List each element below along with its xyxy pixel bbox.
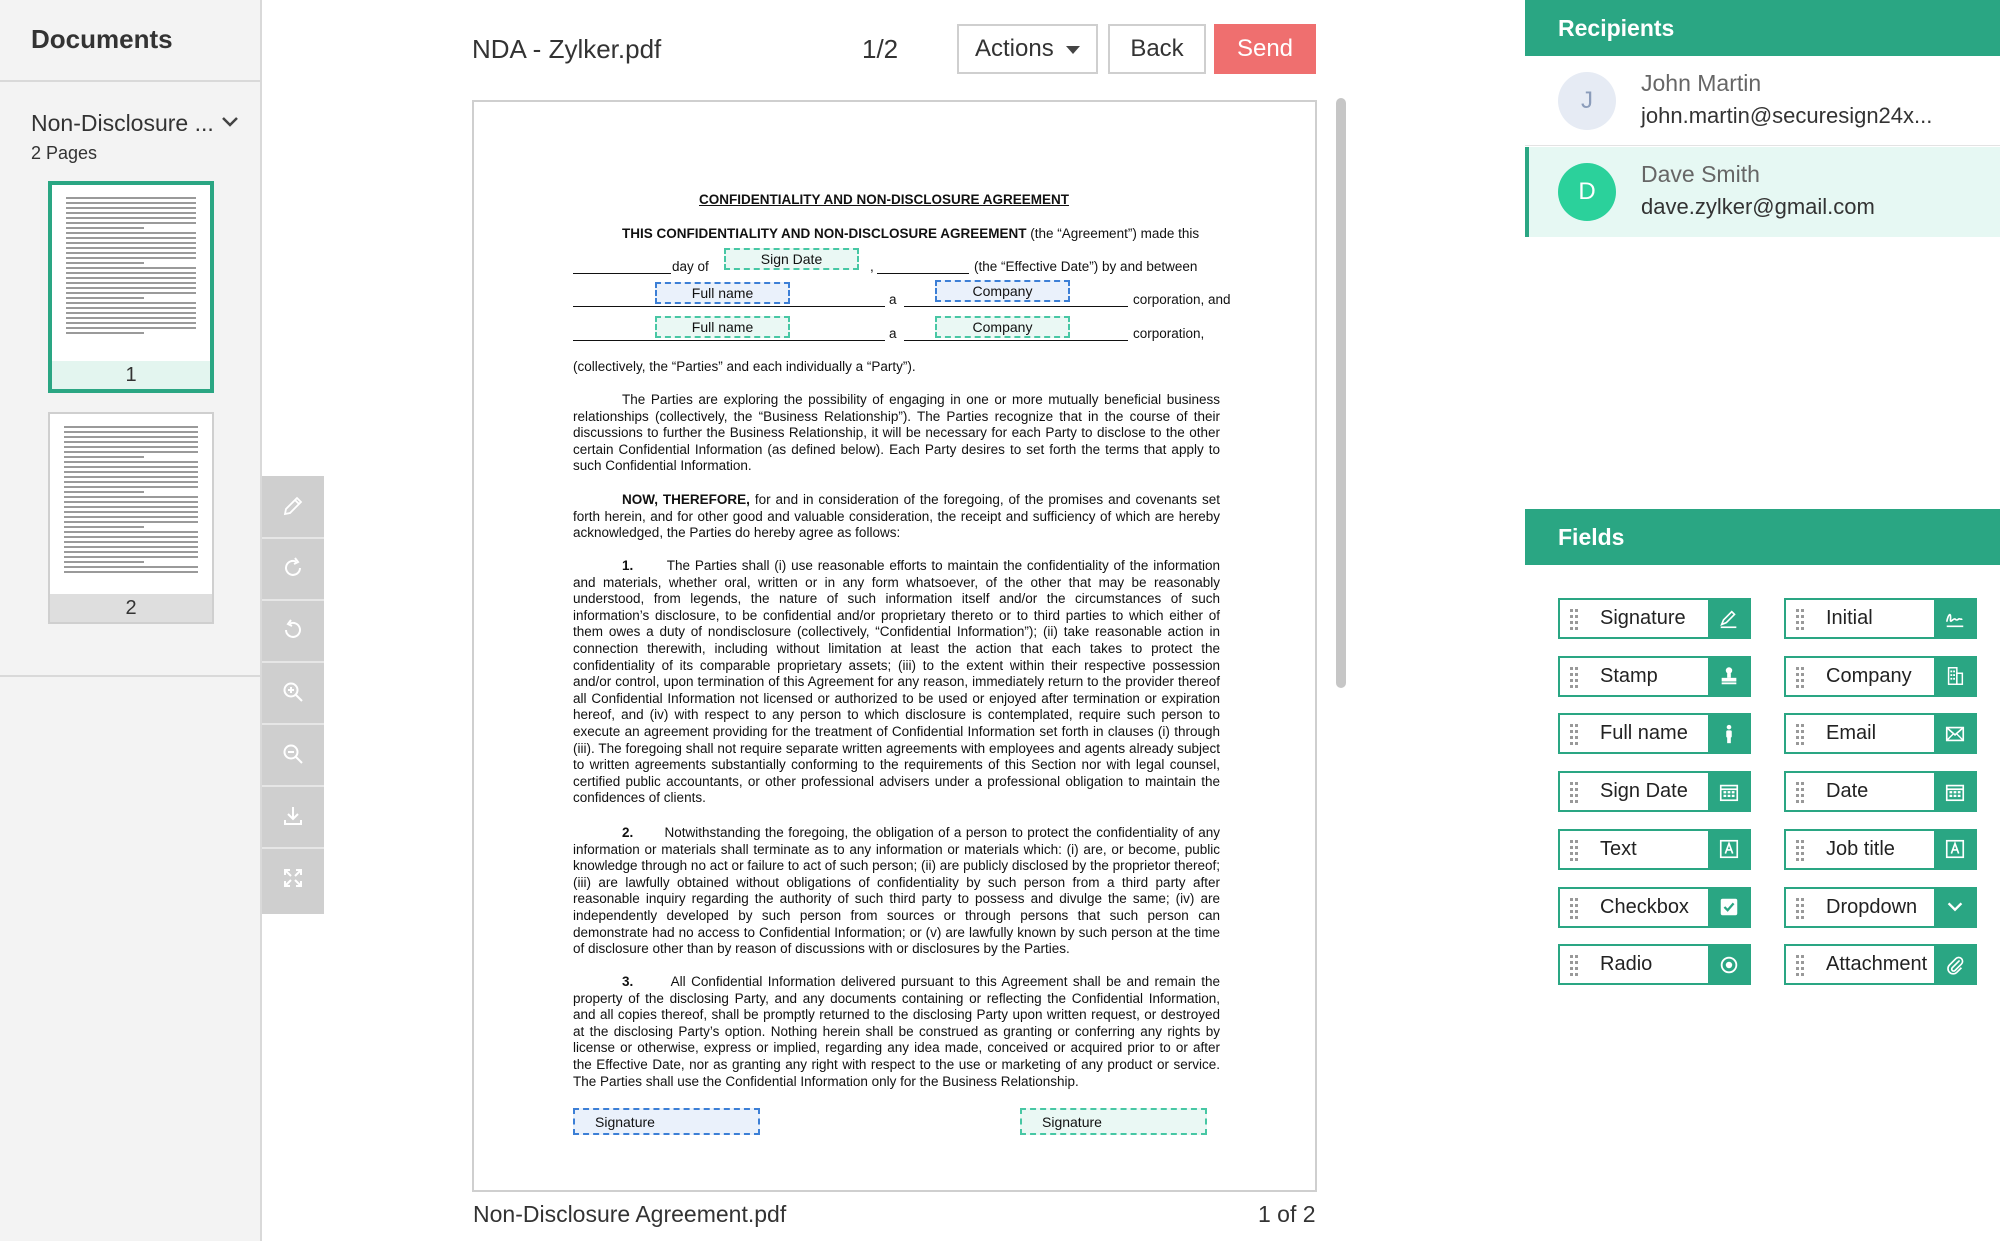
right-panel — [1525, 0, 2000, 1241]
thumbnail-text-line — [64, 561, 144, 563]
page-thumbnail-1[interactable] — [48, 181, 214, 393]
document-page[interactable] — [472, 100, 1317, 1192]
rotate-counterclockwise-icon[interactable] — [262, 600, 324, 660]
checkbox-icon — [1708, 889, 1749, 926]
field-tool-label: Company — [1826, 664, 1912, 687]
thumbnail-text-line — [64, 486, 198, 488]
thumbnail-text-line — [64, 466, 198, 468]
stamp-icon — [1708, 658, 1749, 695]
day-of-text: day of — [672, 259, 709, 274]
blank-line — [573, 273, 671, 274]
calendar-icon — [1708, 773, 1749, 810]
document-selector-label[interactable]: Non-Disclosure ... — [31, 110, 214, 136]
signature-field[interactable]: Signature — [1020, 1108, 1207, 1135]
thumbnail-text-line — [66, 242, 196, 244]
drag-handle-icon[interactable] — [1570, 955, 1578, 975]
corporation-text: corporation, — [1133, 326, 1205, 341]
thumbnail-page-number: 1 — [52, 361, 210, 389]
field-tool-label: Radio — [1600, 953, 1653, 976]
section-1 — [573, 558, 1220, 807]
intro-rest: (the “Agreement”) made this — [1030, 226, 1200, 241]
thumbnail-page-number: 2 — [50, 594, 212, 622]
field-tool-label: Attachment — [1826, 953, 1928, 976]
field-tool-sign-date[interactable] — [1558, 771, 1751, 812]
documents-sidebar — [0, 0, 262, 1241]
thumbnail-text-line — [66, 272, 196, 274]
recipient-email: dave.zylker@gmail.com — [1641, 194, 1875, 219]
drag-handle-icon[interactable] — [1796, 667, 1804, 687]
collectively-text: (collectively, the “Parties” and each individually a “Party”). — [573, 359, 916, 374]
rotate-clockwise-icon[interactable] — [262, 538, 324, 598]
thumbnail-text-line — [66, 227, 144, 229]
field-tool-checkbox[interactable] — [1558, 887, 1751, 928]
intro-line — [622, 226, 1199, 243]
pen-icon — [1708, 600, 1749, 637]
page-indicator: 1/2 — [862, 34, 899, 64]
thumbnail-text-line — [64, 511, 198, 513]
thumbnail-text-line — [64, 461, 198, 463]
thumbnail-text-line — [64, 456, 144, 458]
drag-handle-icon[interactable] — [1796, 955, 1804, 975]
drag-handle-icon[interactable] — [1570, 840, 1578, 860]
thumbnail-text-line — [66, 262, 144, 264]
field-tool-label: Full name — [1600, 722, 1688, 745]
page-thumbnail-2[interactable] — [48, 412, 214, 624]
recipient-name: Dave Smith — [1641, 161, 1760, 187]
thumbnail-text-line — [66, 197, 196, 199]
divider — [0, 80, 260, 82]
drag-handle-icon[interactable] — [1796, 724, 1804, 744]
thumbnail-text-line — [64, 451, 198, 453]
company-field[interactable]: Company — [935, 316, 1070, 338]
agreement-heading: CONFIDENTIALITY AND NON-DISCLOSURE AGREEMENT — [699, 192, 1070, 207]
paperclip-icon — [1934, 946, 1975, 983]
thumbnail-text-line — [66, 277, 196, 279]
paragraph-exploring: The Parties are exploring the possibility of engaging in one or more mutually beneficial business relationships (collectively, the “Business Relationship”). The Parties recognize that in the course of their discussions to further the Business Relationship, it will be necessary for each Party to disclose to the other certain Confidential Information (as defined below). Each Party desires to set forth the terms that apply to such Confidential Information. — [573, 392, 1220, 474]
thumbnail-text-line — [64, 521, 198, 523]
thumbnail-text-line — [66, 222, 196, 224]
thumbnail-text-line — [66, 307, 196, 309]
field-tool-label: Text — [1600, 837, 1637, 860]
thumbnail-text-line — [64, 436, 198, 438]
thumbnail-text-line — [66, 302, 196, 304]
field-tool-email[interactable] — [1784, 713, 1977, 754]
thumbnail-text-line — [66, 292, 196, 294]
file-title: NDA - Zylker.pdf — [472, 34, 662, 64]
fullscreen-icon[interactable] — [262, 848, 324, 908]
pencil-icon[interactable] — [262, 476, 324, 536]
drag-handle-icon[interactable] — [1796, 840, 1804, 860]
field-tool-dropdown[interactable] — [1784, 887, 1977, 928]
thumbnail-text-line — [66, 257, 196, 259]
person-icon — [1708, 715, 1749, 752]
intro-bold: THIS CONFIDENTIALITY AND NON-DISCLOSURE AGREEMENT — [622, 226, 1027, 241]
zoom-in-icon[interactable] — [262, 662, 324, 722]
field-tool-label: Dropdown — [1826, 895, 1918, 918]
thumbnail-text-line — [64, 531, 198, 533]
thumbnail-text-line — [66, 317, 196, 319]
thumbnail-text-line — [66, 332, 144, 334]
thumbnail-text-line — [64, 566, 198, 568]
blank-line — [904, 306, 1128, 307]
drag-handle-icon[interactable] — [1570, 782, 1578, 802]
footer-page-count: 1 of 2 — [1258, 1201, 1316, 1227]
section-2-text: Notwithstanding the foregoing, the obligation of a person to protect the confidentiality of any information or materials shall terminate as to any information or materials which: (i) are, or become, public knowledge through no act or failure to act of such person; (ii) are publicly disclosed by the proprietor thereof; (iii) are lawfully obtained without obligations of confidentiality by such person from a third party after reasonable inquiry regarding the authority of such third party to possess and divulge the same; (iv) are independently developed by such person from sources or through persons that such person can demonstrate had no access to Confidential Information; or (v) are lawfully known by such person at the time of disclosure other than by reason of discussions with or disclosures by the Parties. — [573, 825, 1220, 957]
avatar: J — [1558, 72, 1616, 130]
text-box-icon — [1708, 831, 1749, 868]
thumbnail-text-line — [64, 526, 144, 528]
blank-line — [573, 306, 885, 307]
fields-header: Fields — [1525, 509, 2000, 565]
field-tool-radio[interactable] — [1558, 944, 1751, 985]
field-tool-text[interactable] — [1558, 829, 1751, 870]
field-tool-company[interactable] — [1784, 656, 1977, 697]
thumbnail-text-line — [64, 571, 198, 573]
field-tool-label: Checkbox — [1600, 895, 1689, 918]
thumbnail-text-line — [66, 237, 196, 239]
now-therefore-bold: NOW, THEREFORE, — [622, 492, 750, 507]
full-name-field[interactable]: Full name — [655, 316, 790, 338]
drag-handle-icon[interactable] — [1570, 609, 1578, 629]
sign-date-field[interactable]: Sign Date — [724, 248, 859, 270]
sidebar-title: Documents — [31, 24, 173, 54]
thumbnail-text-line — [66, 312, 196, 314]
thumbnail-text-line — [64, 476, 198, 478]
thumbnail-text-line — [66, 327, 196, 329]
building-icon — [1934, 658, 1975, 695]
thumbnail-text-line — [66, 217, 196, 219]
thumbnail-text-line — [64, 556, 198, 558]
recipient-email: john.martin@securesign24x... — [1641, 103, 1933, 128]
effective-date-text: (the “Effective Date”) by and between — [974, 259, 1198, 274]
section-1-number: 1. — [622, 558, 634, 573]
thumbnail-preview — [64, 426, 198, 592]
thumbnail-text-line — [66, 322, 196, 324]
drag-handle-icon[interactable] — [1796, 609, 1804, 629]
document-toolbar — [262, 476, 324, 914]
a-text: a — [889, 292, 897, 307]
signature-field[interactable]: Signature — [573, 1108, 760, 1135]
thumbnail-text-line — [66, 232, 196, 234]
chevron-down-icon[interactable] — [220, 112, 240, 132]
thumbnail-text-line — [66, 202, 196, 204]
field-tool-label: Email — [1826, 722, 1877, 745]
drag-handle-icon[interactable] — [1796, 782, 1804, 802]
field-tool-stamp[interactable] — [1558, 656, 1751, 697]
company-field[interactable]: Company — [935, 280, 1070, 302]
section-1-text: The Parties shall (i) use reasonable efforts to maintain the confidentiality of the information and materials, whether oral, written or in any form whatsoever, of the other that may be reasonably understood, from legends, the nature of such information itself and/or the circumstances of such information’s disclosure, to be confidential and/or proprietary thereto or to third parties to which either of them owes a duty of nondisclosure (collectively, “Confidential Information”); (ii) take reasonable action in connection therewith, including without limitation at least the action that each takes to protect the confidentiality of its comparable proprietary assets; (iii) to the extent within their respective possession and/or control, upon termination of this Agreement for any reason, immediately return to the provider thereof all Confidential Information not licensed or authorized to be used or enjoyed after termination or expiration hereof, and (iv) with respect to any person to which disclosure is contemplated, require such person to execute an agreement providing for the treatment of Confidential Information set forth in clauses (i) through (iii). The foregoing shall not require separate written agreements with employees and agents already subject to written agreements substantially conforming to the requirements of this Section nor with legal counsel, certified public accountants, or other professional advisers under a professional obligation to maintain the confidences of clients. — [573, 558, 1220, 806]
text-box-icon — [1934, 831, 1975, 868]
field-tool-label: Stamp — [1600, 664, 1658, 687]
recipients-header: Recipients — [1525, 0, 2000, 56]
field-tool-label: Date — [1826, 780, 1869, 803]
thumbnail-text-line — [66, 267, 196, 269]
thumbnail-text-line — [64, 491, 144, 493]
thumbnail-text-line — [64, 446, 198, 448]
field-tool-label: Job title — [1826, 837, 1895, 860]
avatar: D — [1558, 163, 1616, 221]
thumbnail-text-line — [66, 247, 196, 249]
field-tool-signature[interactable] — [1558, 598, 1751, 639]
initial-signature-icon — [1934, 600, 1975, 637]
now-therefore-text: for and in consideration of the foregoing, of the promises and covenants set forth herein, and for other good and valuable consideration, the receipt and sufficiency of which are hereby acknowledged, the Parties do hereby agree as follows: — [573, 492, 1220, 541]
section-3 — [573, 974, 1220, 1090]
thumbnail-text-line — [66, 207, 196, 209]
drag-handle-icon[interactable] — [1570, 898, 1578, 918]
drag-handle-icon[interactable] — [1570, 667, 1578, 687]
footer-file-name: Non-Disclosure Agreement.pdf — [473, 1201, 787, 1227]
thumbnail-text-line — [64, 441, 198, 443]
a-text: a — [889, 326, 897, 341]
blank-line — [877, 273, 969, 274]
thumbnail-text-line — [64, 481, 198, 483]
paragraph-now-therefore — [573, 492, 1220, 542]
thumbnail-text-line — [64, 431, 198, 433]
chevron-down-icon — [1934, 889, 1975, 926]
blank-line — [904, 340, 1128, 341]
thumbnail-text-line — [66, 297, 144, 299]
thumbnail-text-line — [66, 282, 196, 284]
zoom-out-icon[interactable] — [262, 724, 324, 784]
corporation-and-text: corporation, and — [1133, 292, 1231, 307]
full-name-field[interactable]: Full name — [655, 282, 790, 304]
section-3-number: 3. — [622, 974, 634, 989]
thumbnail-preview — [66, 197, 196, 359]
divider — [0, 675, 260, 677]
thumbnail-text-line — [66, 212, 196, 214]
actions-label: Actions — [975, 35, 1054, 62]
field-tool-initial[interactable] — [1784, 598, 1977, 639]
comma-text: , — [870, 259, 874, 274]
section-3-text: All Confidential Information delivered pursuant to this Agreement shall be and remain the property of the disclosing Party, and any documents containing or reflecting the Confidential Information, and all copies thereof, shall be promptly returned to the disclosing Party upon written request, or destroyed at the disclosing Party’s option. Nothing herein shall be construed as granting or conferring any rights by license or otherwise, express or implied, regarding any idea made, conceived or acquired prior to or after the Effective Date, nor as granting any right with respect to the use or marketing of any product or service. The Parties shall use the Confidential Information only for the Business Relationship. — [573, 974, 1220, 1089]
recipient-name: John Martin — [1641, 70, 1762, 96]
document-page-count: 2 Pages — [31, 143, 98, 163]
field-tool-job-title[interactable] — [1784, 829, 1977, 870]
recipient-item[interactable] — [1525, 56, 2000, 146]
drag-handle-icon[interactable] — [1570, 724, 1578, 744]
thumbnail-text-line — [64, 541, 198, 543]
section-2 — [573, 825, 1220, 958]
thumbnail-text-line — [64, 536, 198, 538]
thumbnail-text-line — [64, 501, 198, 503]
thumbnail-text-line — [64, 506, 198, 508]
field-tool-attachment[interactable] — [1784, 944, 1977, 985]
back-button[interactable]: Back — [1108, 24, 1206, 74]
send-button[interactable]: Send — [1214, 24, 1316, 74]
field-tool-date[interactable] — [1784, 771, 1977, 812]
field-tool-full-name[interactable] — [1558, 713, 1751, 754]
field-tool-label: Initial — [1826, 607, 1873, 629]
recipient-item-selected[interactable] — [1525, 147, 2000, 237]
field-tool-label: Sign Date — [1600, 780, 1688, 803]
thumbnail-text-line — [66, 287, 196, 289]
thumbnail-text-line — [66, 252, 196, 254]
download-icon[interactable] — [262, 786, 324, 846]
caret-down-icon — [1066, 46, 1080, 54]
drag-handle-icon[interactable] — [1796, 898, 1804, 918]
calendar-icon — [1934, 773, 1975, 810]
blank-line — [573, 340, 885, 341]
section-2-number: 2. — [622, 825, 634, 840]
thumbnail-text-line — [64, 546, 198, 548]
radio-icon — [1708, 946, 1749, 983]
thumbnail-text-line — [64, 426, 198, 428]
field-tool-label: Signature — [1600, 607, 1686, 629]
thumbnail-text-line — [64, 471, 198, 473]
document-scrollbar[interactable] — [1336, 98, 1346, 688]
thumbnail-text-line — [64, 516, 198, 518]
actions-dropdown[interactable] — [957, 24, 1098, 74]
thumbnail-text-line — [64, 551, 198, 553]
thumbnail-text-line — [64, 496, 198, 498]
envelope-icon — [1934, 715, 1975, 752]
